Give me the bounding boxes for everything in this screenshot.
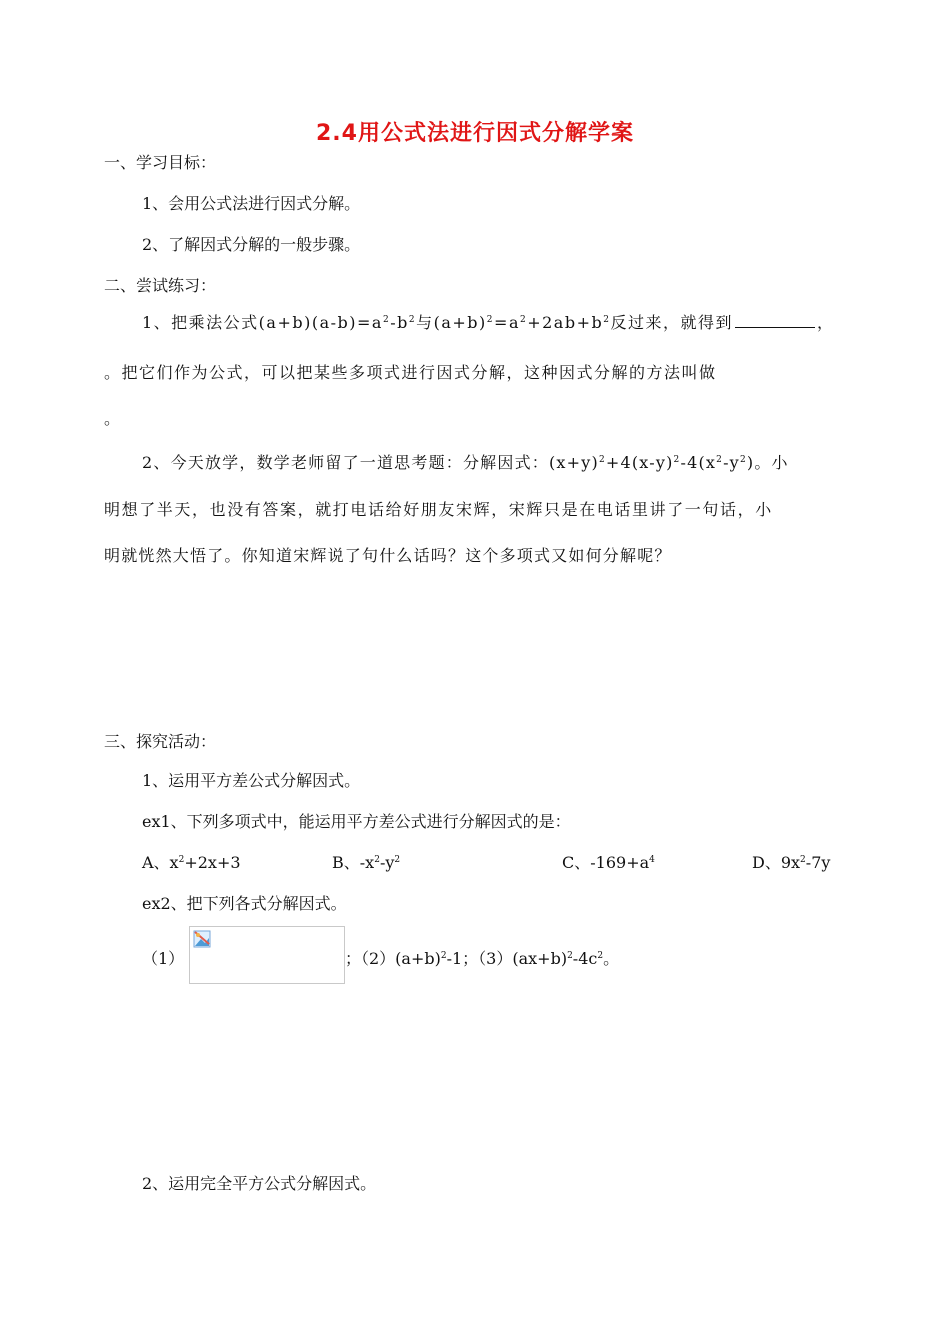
q2-text-b: +4(x-y) (605, 453, 674, 472)
q2-text-c: -4(x (680, 453, 717, 472)
superscript: 2 (486, 315, 495, 325)
superscript: 2 (440, 951, 447, 961)
broken-image-placeholder (189, 926, 345, 984)
q1-text-d: =a (494, 313, 520, 332)
superscript: 2 (800, 855, 806, 865)
superscript: 2 (178, 855, 185, 865)
option-d-text-2: -7y (805, 853, 831, 872)
question-2 (142, 450, 789, 473)
option-a (142, 850, 241, 873)
ex2-prompt: ex2、把下列各式分解因式。 (142, 894, 347, 913)
q2-line-2: 明想了半天，也没有答案，就打电话给好朋友宋辉，宋辉只是在电话里讲了一句话，小 (104, 500, 773, 519)
option-b-text-2: -y (379, 853, 395, 872)
option-d-text: D、9x (752, 853, 801, 872)
ex2-items-rest (345, 946, 619, 969)
ex2-item-3-b: -4c (572, 949, 598, 968)
q1-text-g: ， (816, 313, 835, 332)
ex1-prompt: ex1、下列多项式中，能运用平方差公式进行分解因式的是： (142, 812, 571, 831)
option-c (562, 850, 655, 873)
superscript: 2 (673, 455, 681, 465)
goal-item-1: 1、会用公式法进行因式分解。 (142, 194, 361, 213)
option-b-text: B、-x (332, 853, 375, 872)
superscript: 4 (649, 855, 655, 865)
ex2-item-1-label: （1） (142, 949, 185, 968)
superscript: 2 (408, 315, 417, 325)
superscript: 2 (598, 455, 606, 465)
superscript: 2 (597, 951, 604, 961)
ex2-item-2: ；（2）(a+b) (345, 949, 441, 968)
superscript: 2 (716, 455, 724, 465)
superscript: 2 (382, 315, 391, 325)
q1-text-b: -b (390, 313, 409, 332)
q1-text-f: 反过来，就得到 (610, 313, 733, 332)
option-a-text: A、x (142, 853, 179, 872)
option-d (752, 850, 830, 873)
ex2-item-3: -1；（3）(ax+b) (446, 949, 568, 968)
superscript: 2 (374, 855, 380, 865)
q1-line-2: 。把它们作为公式，可以把某些多项式进行因式分解，这种因式分解的方法叫做 (104, 363, 717, 382)
section-heading-practice: 二、尝试练习： (104, 276, 217, 295)
q2-text-d: -y (723, 453, 740, 472)
ex2-item-3-end: 。 (603, 949, 620, 968)
goal-item-2: 2、了解因式分解的一般步骤。 (142, 235, 361, 254)
document-title: 2.4用公式法进行因式分解学案 (316, 121, 634, 146)
answer-blank[interactable] (735, 313, 815, 328)
q1-line-3: 。 (104, 409, 121, 428)
q1-text-a: 1、把乘法公式(a+b)(a-b)=a (142, 313, 383, 332)
explore-sub-2: 2、运用完全平方公式分解因式。 (142, 1174, 377, 1193)
q2-line-3: 明就恍然大悟了。你知道宋辉说了句什么话吗？这个多项式又如何分解呢？ (104, 546, 672, 565)
section-heading-goals: 一、学习目标： (104, 153, 217, 172)
question-1 (104, 300, 846, 346)
section-heading-explore: 三、探究活动： (104, 732, 217, 751)
q1-text-e: +2ab+b (527, 313, 604, 332)
superscript: 2 (394, 855, 401, 865)
superscript: 2 (567, 951, 573, 961)
option-a-text-2: +2x+3 (184, 853, 241, 872)
option-c-text: C、-169+a (562, 853, 650, 872)
q2-text-a: 2、今天放学，数学老师留了一道思考题：分解因式：(x+y) (142, 453, 599, 472)
explore-sub-1: 1、运用平方差公式分解因式。 (142, 771, 361, 790)
superscript: 2 (603, 315, 611, 325)
broken-image-icon (193, 930, 211, 948)
superscript: 2 (519, 315, 528, 325)
option-b (332, 850, 400, 873)
q2-text-e: )。小 (746, 453, 789, 472)
q1-text-c: 与(a+b) (416, 313, 487, 332)
superscript: 2 (739, 455, 747, 465)
